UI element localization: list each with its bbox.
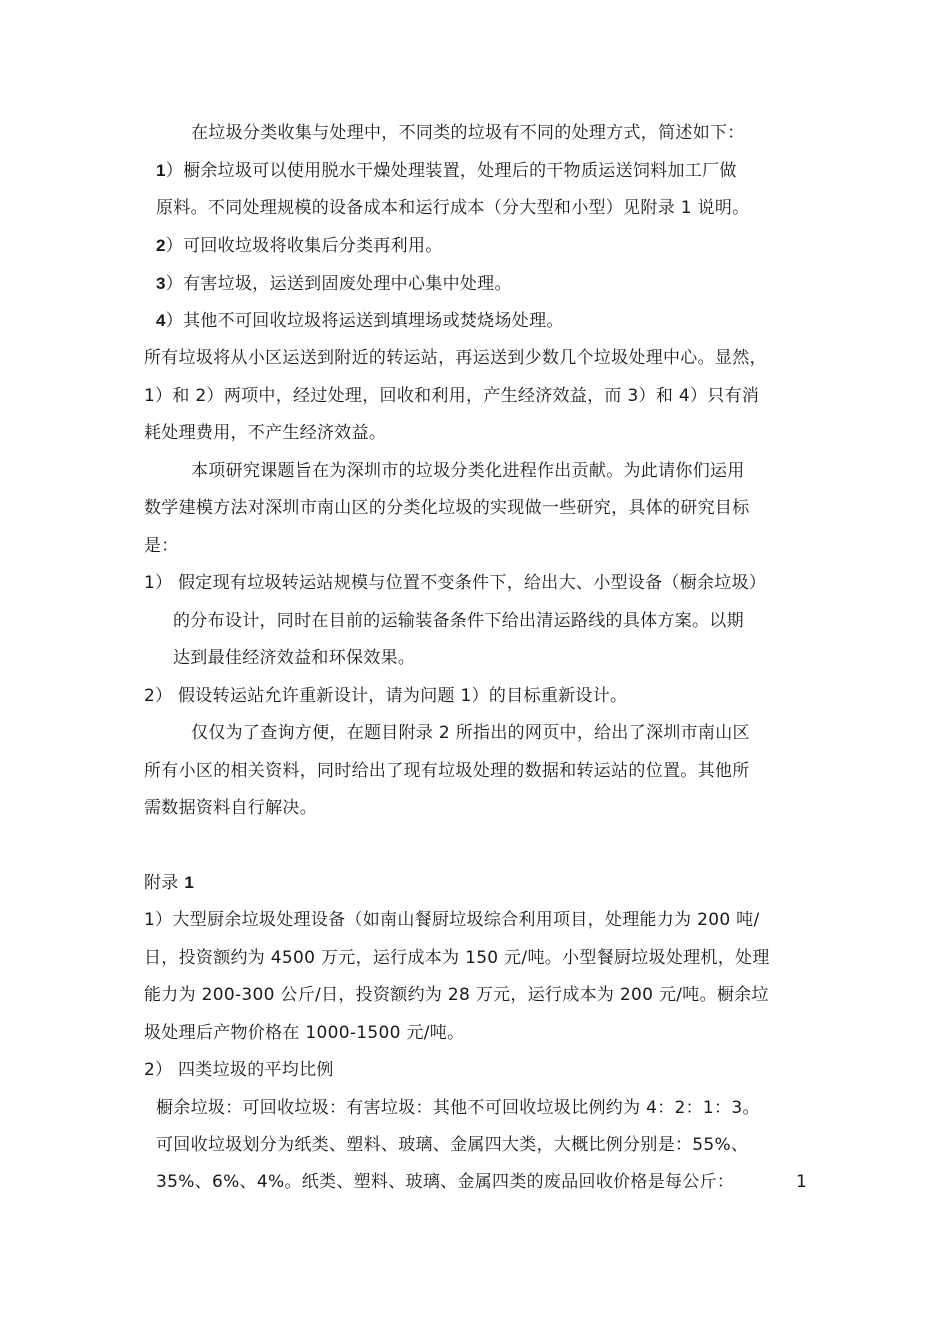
goal-2 [144,684,627,708]
appendix-item-2-title: 四类垃圾的平均比例 [178,1060,334,1080]
list-number-4: 4 [156,311,166,330]
list-item-4-text: ）其他不可回收垃圾将运送到填埋场或焚烧场处理。 [165,311,564,331]
list-item-1-line-1 [156,159,737,183]
goal-1-line-1 [144,571,766,595]
goal-1-line-2: 的分布设计，同时在目前的运输装备条件下给出清运路线的具体方案。以期 [173,611,744,631]
list-number-2: 2 [156,236,166,255]
appendix-item-1-line-2: 日，投资额约为 4500 万元，运行成本为 150 元/吨。小型餐厨垃圾处理机，处理 [144,948,770,968]
list-item-1-text: ）橱余垃圾可以使用脱水干燥处理装置，处理后的干物质运送饲料加工厂做 [165,161,737,181]
paragraph-4-line-2: 所有小区的相关资料，同时给出了现有垃圾处理的数据和转运站的位置。其他所 [144,761,750,781]
list-number-1: 1 [156,161,166,180]
intro-paragraph: 在垃圾分类收集与处理中，不同类的垃圾有不同的处理方式，简述如下： [191,123,745,143]
paragraph-2-line-1: 所有垃圾将从小区运送到附近的转运站，再运送到少数几个垃圾处理中心。显然， [144,348,767,368]
appendix-item-2-line-3: 35%、6%、4%。纸类、塑料、玻璃、金属四类的废品回收价格是每公斤： [156,1172,735,1192]
paragraph-2-line-2: 1）和 2）两项中，经过处理，回收和利用，产生经济效益，而 3）和 4）只有消 [144,386,760,406]
appendix-item-2-heading [144,1058,334,1082]
appendix-item-2-line-1: 橱余垃圾：可回收垃圾：有害垃圾：其他不可回收垃圾比例约为 4：2：1：3。 [156,1098,760,1118]
list-item-1-line-2: 原料。不同处理规模的设备成本和运行成本（分大型和小型）见附录 1 说明。 [156,198,750,218]
appendix-number: 1 [184,873,195,892]
paragraph-3-line-3: 是： [144,536,179,556]
goal-2-text: 假设转运站允许重新设计，请为问题 1）的目标重新设计。 [178,686,628,706]
list-number-3: 3 [156,274,166,293]
appendix-item-1-line-1: 1）大型厨余垃圾处理设备（如南山餐厨垃圾综合利用项目，处理能力为 200 吨/ [144,910,760,930]
list-item-2-text: ）可回收垃圾将收集后分类再利用。 [165,236,443,256]
list-item-2 [156,234,443,258]
appendix-item-2-number: 2） [144,1060,173,1080]
paragraph-3-line-2: 数学建模方法对深圳市南山区的分类化垃圾的实现做一些研究，具体的研究目标 [144,498,750,518]
paragraph-4-line-1: 仅仅为了查询方便，在题目附录 2 所指出的网页中，给出了深圳市南山区 [191,723,750,743]
list-item-3 [156,272,512,296]
paragraph-4-line-3: 需数据资料自行解决。 [144,798,317,818]
goal-1-text: 假定现有垃圾转运站规模与位置不变条件下，给出大、小型设备（橱余垃圾） [178,573,767,593]
goal-number-2: 2） [144,686,173,706]
paragraph-2-line-3: 耗处理费用，不产生经济效益。 [144,423,387,443]
appendix-item-2-line-2: 可回收垃圾划分为纸类、塑料、玻璃、金属四大类，大概比例分别是：55%、 [156,1135,749,1155]
appendix-item-1-line-3: 能力为 200-300 公斤/日，投资额约为 28 万元，运行成本为 200 元/吨。橱余垃 [144,985,769,1005]
list-item-3-text: ）有害垃圾，运送到固废处理中心集中处理。 [165,274,512,294]
paragraph-3-line-1: 本项研究课题旨在为深圳市的垃圾分类化进程作出贡献。为此请你们运用 [191,461,745,481]
appendix-title: 附录 [144,873,179,893]
appendix-heading [144,871,194,895]
goal-1-line-3: 达到最佳经济效益和环保效果。 [173,648,416,668]
appendix-item-1-line-4: 圾处理后产物价格在 1000-1500 元/吨。 [144,1023,465,1043]
appendix-item-2-line-3-tail: 1 [796,1172,808,1192]
goal-number-1: 1） [144,573,173,593]
list-item-4 [156,309,564,333]
